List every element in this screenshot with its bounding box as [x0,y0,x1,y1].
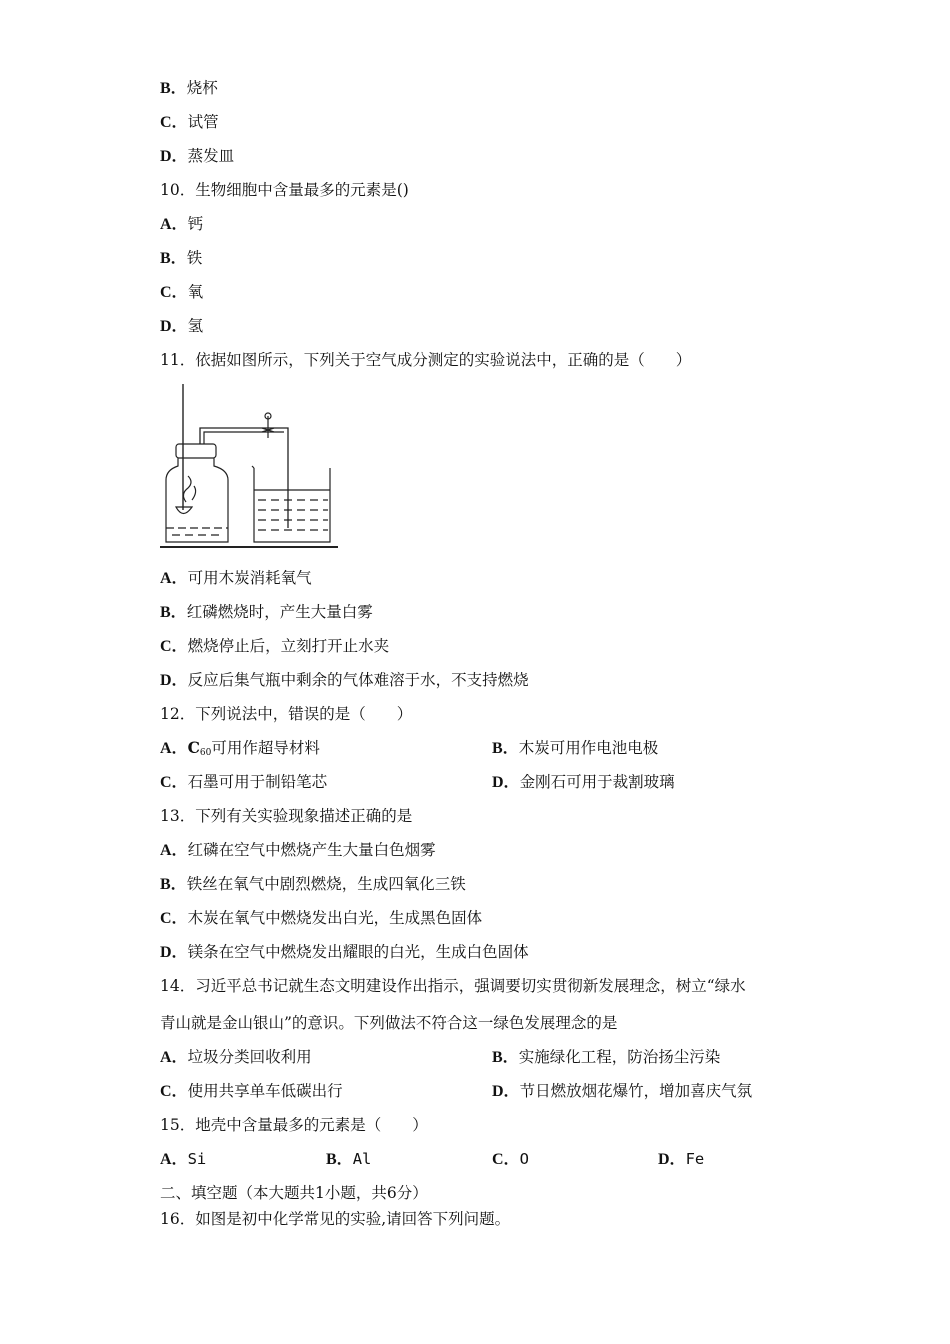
option-letter: A． [160,1151,188,1168]
option-text: 燃烧停止后，立刻打开止水夹 [187,637,390,655]
option-text: 红磷在空气中燃烧产生大量白色烟雾 [187,841,436,859]
q10-option-d [160,316,203,337]
option-letter: B． [492,1049,519,1066]
section-heading: 二、填空题（本大题共1小题，共6分） [160,1184,428,1202]
q15-option-c [492,1149,529,1170]
option-text: 金刚石可用于裁割玻璃 [519,773,675,791]
q12-option-a [160,738,320,763]
q13-option-b [160,874,466,895]
q13-option-a [160,840,436,861]
option-letter: D． [492,1083,520,1100]
option-letter: C． [160,1083,188,1100]
q14-option-d [492,1081,752,1102]
option-text: 节日燃放烟花爆竹，增加喜庆气氛 [519,1082,753,1100]
option-letter: B． [160,80,187,97]
q14-stem-line2: 青山就是金山银山”的意识。下列做法不符合这一绿色发展理念的是 [160,1014,618,1032]
q15-stem: 15．地壳中含量最多的元素是（ ） [160,1116,428,1134]
q10-stem: 10．生物细胞中含量最多的元素是() [160,181,409,199]
option-text: 镁条在空气中燃烧发出耀眼的白光，生成白色固体 [187,943,529,961]
option-text: 钙 [187,215,204,233]
option-letter: A． [160,740,188,757]
option-letter: B． [160,250,187,267]
option-letter: B． [160,876,187,893]
q15-option-a [160,1149,206,1170]
q9-option-d [160,146,234,167]
option-letter: C． [160,638,188,655]
q12-option-c [160,772,327,793]
option-text: 试管 [187,113,219,131]
option-text: Fe [685,1150,705,1168]
option-text: Si [187,1150,207,1168]
option-letter: C． [160,774,188,791]
option-letter: D． [160,318,188,335]
q10-option-b [160,248,202,269]
option-text: 可用木炭消耗氧气 [187,569,312,587]
option-text: Al [352,1150,372,1168]
option-letter: D． [160,148,188,165]
option-text: 实施绿化工程，防治扬尘污染 [518,1048,721,1066]
option-letter: D． [160,672,188,689]
option-letter: C． [160,284,188,301]
option-text: 红磷燃烧时，产生大量白雾 [186,603,373,621]
option-text: 铁 [186,249,203,267]
option-letter: B． [492,740,519,757]
option-letter: C． [160,114,188,131]
option-text: 反应后集气瓶中剩余的气体难溶于水，不支持燃烧 [187,671,529,689]
option-letter: D． [160,944,188,961]
c60-subscript: 60 [199,748,212,758]
option-text: O [519,1150,529,1168]
option-letter: C． [160,910,188,927]
option-text: 木炭可用作电池电极 [518,739,659,757]
option-text: 垃圾分类回收利用 [187,1048,312,1066]
option-letter: B． [326,1151,353,1168]
option-text: 铁丝在氧气中剧烈燃烧，生成四氧化三铁 [186,875,466,893]
q11-option-d [160,670,529,691]
q14-stem-line1: 14．习近平总书记就生态文明建设作出指示，强调要切实贯彻新发展理念，树立“绿水 [160,977,746,995]
option-text: 氧 [187,283,204,301]
q14-option-a [160,1047,312,1068]
q11-stem: 11．依据如图所示，下列关于空气成分测定的实验说法中，正确的是（ ） [160,351,692,369]
air-composition-apparatus-figure [158,380,343,552]
option-text: 使用共享单车低碳出行 [187,1082,343,1100]
option-text: 蒸发皿 [187,147,235,165]
option-letter: A． [160,1049,188,1066]
q11-option-b [160,602,373,623]
q15-option-d [658,1149,704,1170]
q11-option-a [160,568,312,589]
option-letter: A． [160,216,188,233]
q13-option-d [160,942,529,963]
option-letter: A． [160,842,188,859]
option-text: 石墨可用于制铅笔芯 [187,773,328,791]
q15-option-b [326,1149,371,1170]
option-text: 木炭在氧气中燃烧发出白光，生成黑色固体 [187,909,483,927]
option-letter: B． [160,604,187,621]
option-letter: D． [492,774,520,791]
q12-option-b [492,738,658,759]
q12-option-d [492,772,675,793]
q14-option-b [492,1047,720,1068]
q10-option-c [160,282,203,303]
option-letter: D． [658,1151,686,1168]
option-text: 可用作超导材料 [211,739,320,757]
option-text: 烧杯 [186,79,218,97]
q12-stem: 12．下列说法中，错误的是（ ） [160,705,413,723]
q10-option-a [160,214,203,235]
q13-option-c [160,908,482,929]
q9-option-c [160,112,219,133]
q11-option-c [160,636,389,657]
q14-option-c [160,1081,343,1102]
option-letter: A． [160,570,188,587]
c60-symbol: C [187,738,200,757]
option-letter: C． [492,1151,520,1168]
q16-stem: 16．如图是初中化学常见的实验,请回答下列问题。 [160,1210,511,1228]
option-text: 氢 [187,317,204,335]
q13-stem: 13．下列有关实验现象描述正确的是 [160,807,413,825]
q9-option-b [160,78,218,99]
